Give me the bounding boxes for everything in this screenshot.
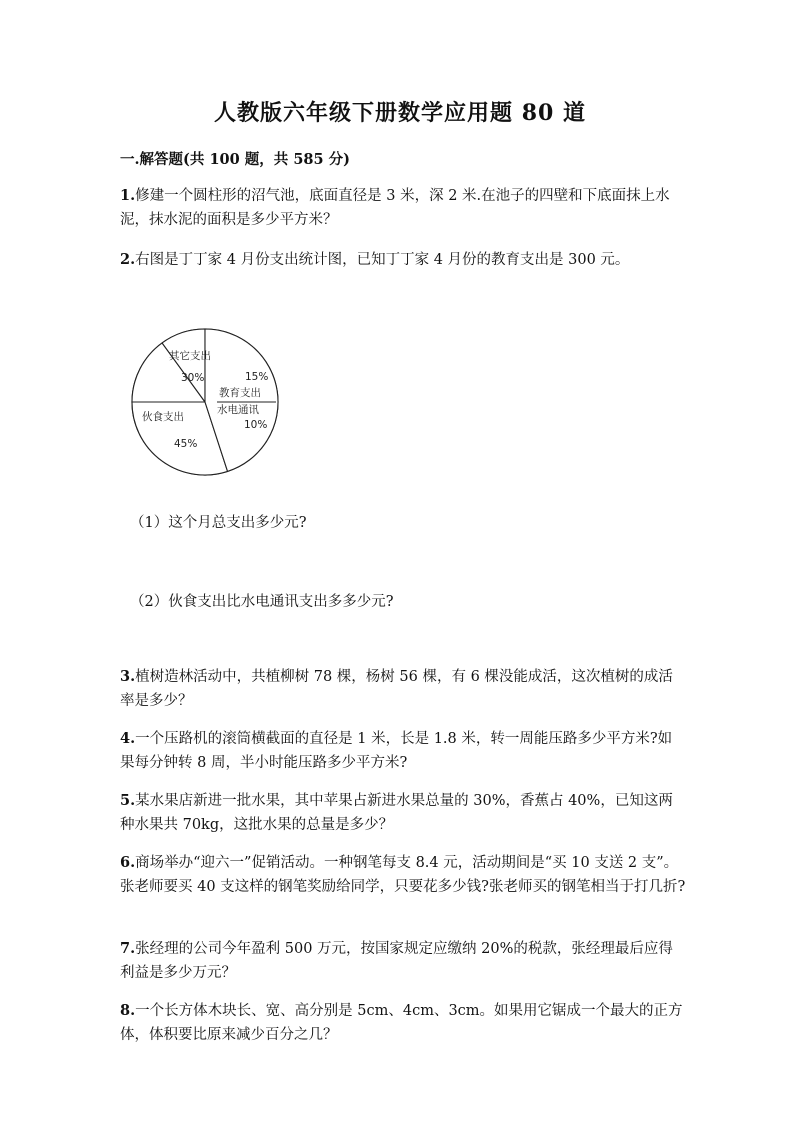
question-6 (120, 851, 686, 899)
question-number: 2. (120, 251, 136, 268)
question-8 (120, 999, 686, 1047)
question-text: 右图是丁丁家 4 月份支出统计图，已知丁丁家 4 月份的教育支出是 300 元。 (135, 252, 630, 268)
page-title: 人教版六年级下册数学应用题 80 道 (214, 100, 586, 126)
subquestion-1: （1）这个月总支出多少元? (130, 515, 307, 531)
question-text: 一个压路机的滚筒横截面的直径是 1 米，长是 1.8 米，转一周能压路多少平方米?如果每分钟转 8 周，半小时能压路多少平方米? (120, 731, 673, 771)
question-number: 6. (120, 854, 136, 871)
question-5 (120, 789, 686, 837)
slice-label-education: 教育支出 (219, 387, 261, 399)
question-number: 3. (120, 668, 136, 685)
question-text: 一个长方体木块长、宽、高分别是 5cm、4cm、3cm。如果用它锯成一个最大的正方体，体积要比原来减少百分之几？ (120, 1003, 683, 1043)
pie-chart (125, 328, 285, 476)
slice-value-utilities: 10% (244, 419, 268, 431)
question-3 (120, 665, 686, 713)
slice-value-food: 45% (174, 438, 198, 450)
pie-chart-svg (125, 328, 285, 476)
slice-label-utilities: 水电通讯 (217, 404, 259, 416)
slice-label-food: 伙食支出 (142, 411, 184, 423)
question-text: 修建一个圆柱形的沼气池，底面直径是 3 米，深 2 米.在池子的四壁和下底面抹上水泥，抹水泥的面积是多少平方米？ (120, 188, 670, 228)
slice-label-other: 其它支出 (169, 350, 211, 362)
question-number: 8. (120, 1002, 136, 1019)
question-1 (120, 184, 686, 232)
question-number: 4. (120, 730, 136, 747)
question-number: 7. (120, 940, 136, 957)
question-text: 植树造林活动中，共植柳树 78 棵，杨树 56 棵，有 6 棵没能成活，这次植树的成活率是多少？ (120, 669, 673, 709)
subquestion-2: （2）伙食支出比水电通讯支出多多少元? (130, 594, 394, 610)
question-text: 某水果店新进一批水果，其中苹果占新进水果总量的 30%，香蕉占 40%，已知这两种水果共 70kg，这批水果的总量是多少？ (120, 793, 673, 833)
question-4 (120, 727, 686, 775)
question-2 (120, 248, 686, 272)
slice-value-other: 30% (181, 372, 205, 384)
section-heading: 一.解答题(共 100 题，共 585 分) (120, 151, 350, 168)
slice-value-education: 15% (245, 371, 269, 383)
question-7 (120, 937, 686, 985)
question-number: 1. (120, 187, 136, 204)
question-text: 商场举办“迎六一”促销活动。一种钢笔每支 8.4 元，活动期间是“买 10 支送 2 支”。张老师要买 40 支这样的钢笔奖励给同学，只要花多少钱?张老师买的钢笔相当于打几折? (120, 855, 686, 895)
question-text: 张经理的公司今年盈利 500 万元，按国家规定应缴纳 20%的税款，张经理最后应得利益是多少万元？ (120, 941, 673, 981)
question-number: 5. (120, 792, 136, 809)
